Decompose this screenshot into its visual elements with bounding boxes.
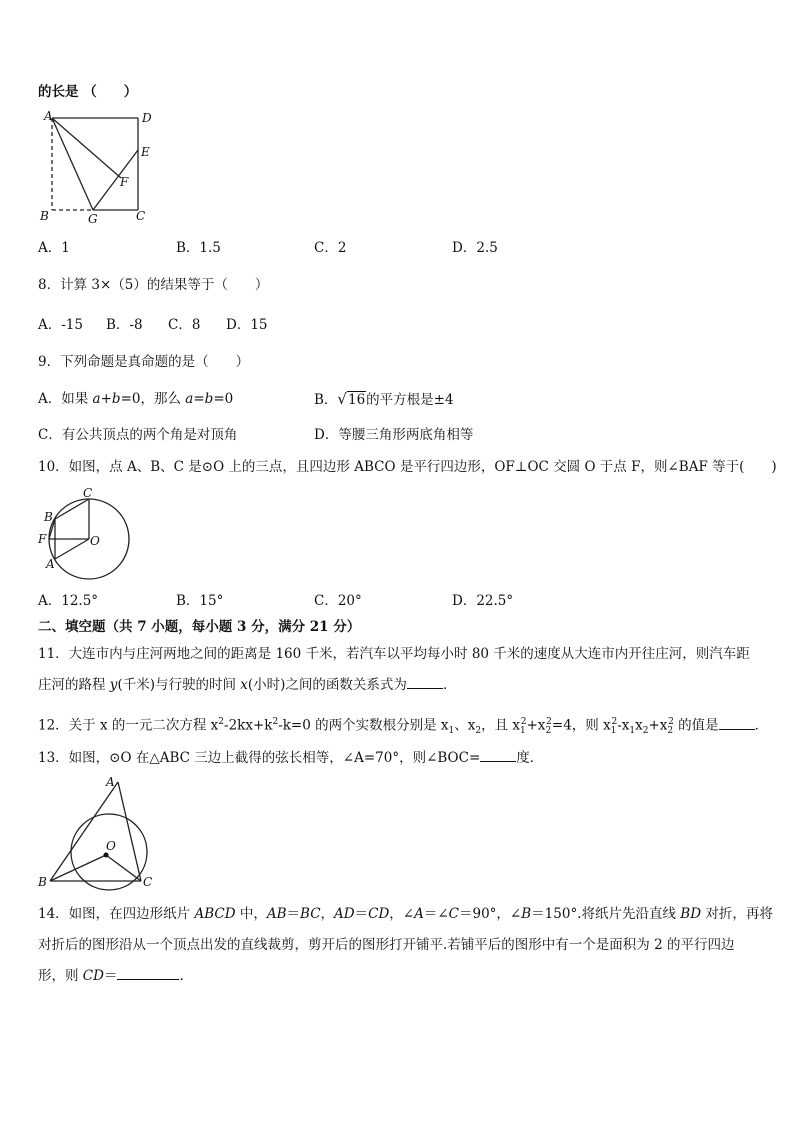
q14-var-bc: BC: [300, 906, 321, 922]
q14-line1: [38, 905, 773, 923]
q9-var-a2: a: [185, 391, 194, 407]
q9-option-c[interactable]: C．有公共顶点的两个角是对顶角: [38, 427, 238, 443]
q10-option-d[interactable]: D．22.5°: [452, 593, 514, 609]
q7-option-a[interactable]: A．1: [38, 240, 70, 256]
q9-var-b: b: [111, 391, 121, 407]
q14-l3-t1: ＝: [103, 968, 118, 984]
q12-sup4: 2: [546, 717, 552, 727]
q9-equals: =: [193, 391, 205, 407]
q10-label-O: O: [90, 534, 100, 548]
q13-text: 13．如图，⊙O 在△ABC 三边上截得的弦长相等，∠A=70°，则∠BOC=: [38, 750, 481, 766]
q14-t4: ＝: [354, 906, 369, 922]
q13-center-dot: [104, 853, 109, 858]
q11-text-b: (千米)与行驶的时间: [117, 677, 241, 693]
q7-label-E: E: [141, 145, 150, 159]
q7-label-C: C: [136, 209, 146, 223]
q14-var-A: A: [414, 906, 424, 922]
q12-t9: +x: [648, 717, 668, 734]
q10-segment-CB: [55, 499, 89, 519]
q13-end: 度．: [516, 750, 544, 766]
q12-t3: 、x: [454, 717, 476, 734]
q11-answer-blank[interactable]: [407, 676, 443, 689]
q9-option-a-text: A．如果: [38, 391, 93, 407]
q10-label-B: B: [44, 510, 53, 524]
q7-label-D: D: [142, 111, 152, 125]
q9-stem: 9．下列命题是真命题的是（ ）: [38, 354, 250, 370]
q12-sup5: 2: [611, 717, 618, 727]
q14-t5: ，∠: [389, 906, 415, 922]
q9-plus: +: [100, 391, 112, 407]
q14-l3-var-cd: CD: [82, 968, 104, 984]
q12-t6: =4，则 x: [551, 717, 611, 734]
q12-sub7: 2: [642, 726, 649, 737]
q8-option-d[interactable]: D．15: [226, 317, 268, 333]
q13-label-A: A: [106, 775, 115, 789]
q12-t0: 12．关于 x 的一元二次方程 x: [38, 717, 219, 734]
q9-radicand: 16: [347, 392, 366, 408]
q9-option-a[interactable]: [38, 390, 233, 408]
q11-text-c: (小时)之间的函数关系式为: [247, 677, 407, 693]
q12-sub1: 1: [448, 726, 455, 737]
q14-var-cd: CD: [368, 906, 390, 922]
q12-t10: 的值是: [673, 717, 719, 734]
q9-var-a: a: [92, 391, 101, 407]
q13-stem: [38, 749, 543, 767]
q14-t2: ＝: [286, 906, 301, 922]
q12-sup2: 2: [272, 717, 279, 727]
q13-label-O: O: [106, 839, 116, 853]
q11-text-a: 庄河的路程: [38, 677, 110, 693]
q12-stem: [38, 713, 768, 740]
q7-option-d[interactable]: D．2.5: [452, 240, 498, 256]
q7-option-c[interactable]: C．2: [314, 240, 347, 256]
q12-sub2: 2: [475, 726, 482, 737]
q11-line1: 11．大连市内与庄河两地之间的距离是 160 千米，若汽车以平均每小时 80 千米的速度从大连市内开往庄河，则汽车距: [38, 646, 750, 662]
q12-t8: x: [635, 717, 643, 734]
q12-sub5: 1: [610, 726, 617, 737]
q12-t2: -k=0 的两个实数根分别是 x: [278, 717, 449, 734]
q11-line2: [38, 676, 456, 694]
q14-var-B: B: [521, 906, 532, 922]
q12-sub4: 2: [545, 726, 552, 737]
q14-t6: ＝∠: [423, 906, 449, 922]
q10-option-a[interactable]: A．12.5°: [38, 593, 99, 609]
q14-t8: ＝150°.将纸片先沿直线: [531, 906, 681, 922]
q12-t1: -2kx+k: [224, 717, 273, 734]
q12-sub6: 1: [629, 726, 636, 737]
q14-l3-t0: 形，则: [38, 968, 83, 984]
sqrt-icon: √: [337, 390, 347, 408]
q11-var-y: y: [109, 677, 118, 693]
q14-var-ab: AB: [266, 906, 287, 922]
q14-t9: 对折，再将: [701, 906, 773, 922]
q9-text-then: =0，那么: [120, 391, 186, 407]
q7-label-B: B: [40, 209, 49, 223]
q12-answer-blank[interactable]: [719, 717, 755, 730]
q9-option-b-label: B．: [314, 392, 338, 408]
q10-figure: [36, 486, 132, 582]
q13-label-C: C: [143, 875, 153, 889]
q12-t4: ，且 x: [481, 717, 521, 734]
q14-end: .: [179, 968, 184, 984]
q14-answer-blank[interactable]: [117, 967, 179, 980]
q14-t1: 中，: [235, 906, 267, 922]
q10-label-F: F: [38, 532, 47, 546]
q12-end: ．: [754, 717, 769, 734]
q12-sub8: 2: [667, 726, 674, 737]
q14-t7: ＝90°，∠: [459, 906, 522, 922]
q12-sub3: 1: [520, 726, 526, 737]
section-2-heading: 二、填空题（共 7 小题，每小题 3 分，满分 21 分）: [38, 619, 361, 635]
q11-end: ．: [442, 677, 457, 693]
q12-t5: +x: [526, 717, 546, 734]
q7-stem-tail: 的长是 （ ）: [38, 84, 138, 100]
q14-var-C: C: [448, 906, 459, 922]
q9-zero: =0: [213, 391, 234, 407]
q7-segment-AF: [52, 118, 121, 178]
q7-figure: [38, 108, 168, 226]
q10-option-b[interactable]: B．15°: [176, 593, 224, 609]
q7-segment-AG: [52, 118, 93, 210]
q13-side-AB: [50, 782, 118, 881]
q12-sup6: 2: [668, 717, 674, 727]
q10-label-A: A: [46, 557, 55, 571]
q14-var-abcd: ABCD: [194, 906, 236, 922]
q8-option-a[interactable]: A．-15: [38, 317, 83, 333]
q14-t0: 14．如图，在四边形纸片: [38, 906, 195, 922]
q13-figure: [36, 774, 160, 894]
q10-option-c[interactable]: C．20°: [314, 593, 362, 609]
q8-option-c[interactable]: C．8: [168, 317, 201, 333]
q9-var-b2: b: [204, 391, 214, 407]
q10-segment-AO: [55, 539, 89, 559]
q14-var-bd: BD: [680, 906, 702, 922]
q14-var-ad: AD: [334, 906, 355, 922]
q14-line3: [38, 967, 184, 985]
q7-option-b[interactable]: B．1.5: [176, 240, 221, 256]
q14-t3: ，: [320, 906, 335, 922]
q11-var-x: x: [240, 677, 248, 693]
q7-label-G: G: [88, 212, 98, 226]
q10-stem: 10．如图，点 A、B、C 是⊙O 上的三点，且四边形 ABCO 是平行四边形，OF⊥OC 交圆 O 于点 F，则∠BAF 等于( ): [38, 459, 777, 475]
q12-t7: -x: [617, 717, 630, 734]
q8-option-b[interactable]: B．-8: [106, 317, 143, 333]
q9-option-b-text: 的平方根是±4: [366, 392, 454, 408]
q7-label-A: A: [44, 109, 53, 123]
q8-stem: 8．计算 3×（5）的结果等于（ ）: [38, 277, 269, 293]
q12-sup3: 2: [520, 717, 527, 727]
q7-label-F: F: [120, 175, 129, 189]
q10-label-C: C: [83, 486, 93, 500]
q13-answer-blank[interactable]: [480, 749, 516, 762]
q9-option-b[interactable]: [314, 390, 454, 409]
q12-sup1: 2: [218, 717, 225, 727]
q14-line2: 对折后的图形沿从一个顶点出发的直线裁剪，剪开后的图形打开铺平.若铺平后的图形中有一个是面积为 2 的平行四边: [38, 937, 735, 953]
q13-label-B: B: [38, 875, 47, 889]
q9-option-d[interactable]: D．等腰三角形两底角相等: [314, 427, 474, 443]
